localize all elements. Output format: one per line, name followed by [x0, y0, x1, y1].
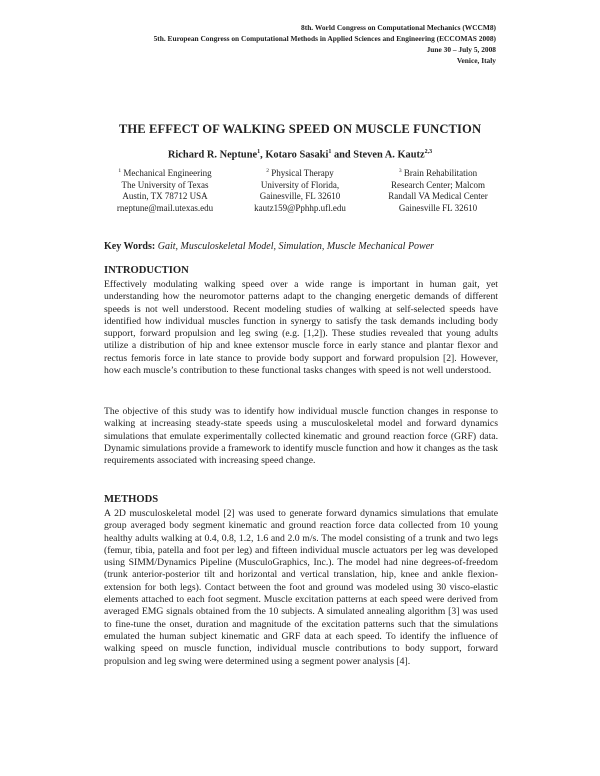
affiliation-mark: 1 — [118, 168, 122, 174]
author-separator: , — [260, 149, 266, 161]
author-affiliation-mark: 2,3 — [424, 149, 433, 155]
keywords-value: Gait, Musculoskeletal Model, Simulation, Muscle Mechanical Power — [157, 241, 435, 252]
paper-title: THE EFFECT OF WALKING SPEED ON MUSCLE FUNCTION — [118, 122, 482, 136]
affiliation-mark: 3 — [398, 168, 402, 174]
conference-header — [154, 22, 496, 66]
author-separator: and — [331, 149, 354, 161]
affiliation-mark: 2 — [266, 168, 269, 174]
introduction-paragraph-1: Effectively modulating walking speed over a wide range is important in human gait, yet understanding how the neuromotor patterns adapt to the changing energetic demands of different speeds is not well understood. Recent modeling studies of walking at self-selected speeds have identified how individual muscles function in synergy to satisfy the task demands including body support, forward propulsion and leg swing (e.g. [1,2]). These studies revealed that young adults utilize a distribution of hip and knee extensor muscle force in early stance and plantar flexor and rectus femoris force in late stance to provide body support and forward propulsion [2]. However, how each muscle’s contribution to these functional tasks changes with speed is not well understood. — [104, 279, 498, 377]
author-list — [0, 149, 600, 160]
affiliation-line: Brain Rehabilitation — [403, 168, 478, 178]
author-affiliation-mark: 1 — [328, 149, 332, 155]
author-affiliation-mark: 1 — [257, 149, 261, 155]
introduction-paragraph-2: The objective of this study was to identify how individual muscle function changes in response to walking at increasing steady-state speeds using a musculoskeletal model and forward dynamics simulations that emulate experimentally collected kinematic and ground reaction force (GRF) data. Dynamic simulations provide a framework to identify muscle function and how it changes as the task requirements associated with increasing speed change. — [104, 406, 498, 467]
keywords-label: Key Words: — [104, 241, 156, 252]
affiliation-line: Austin, TX 78712 USA — [122, 191, 208, 202]
affiliation-line: Gainesville, FL 32610 — [259, 191, 341, 202]
section-heading-methods: METHODS — [104, 494, 159, 505]
affiliation-line: University of Florida, — [260, 179, 340, 190]
affiliation-email: kautz159@Pphhp.ufl.edu — [254, 202, 346, 213]
methods-paragraph-1: A 2D musculoskeletal model [2] was used to generate forward dynamics simulations that emulate group averaged body segment kinematic and ground reaction force data collected from 10 young healthy adults walking at 0.4, 0.8, 1.2, 1.6 and 2.0 m/s. The model consisting of a trunk and two legs (femur, tibia, patella and foot per leg) and fifteen individual muscle actuators per leg was developed using SIMM/Dynamics Pipeline (MusculoGraphics, Inc.). The model had nine degrees-of-freedom (trunk anterior-posterior tilt and horizontal and vertical translation, hip, knee and ankle flexion-extension for both legs). Contact between the foot and ground was modeled using 30 visco-elastic elements attached to each foot segment. Muscle excitation patterns at each speed were derived from averaged EMG signals obtained from the 10 subjects. A simulated annealing algorithm [3] was used to fine-tune the onset, duration and magnitude of the excitation patterns such that the simulations emulated the human subject kinematic and GRF data at each speed. To identify the influence of walking speed on muscle function, individual muscle contributions to body support, forward propulsion and leg swing were determined using a segment power analysis [4]. — [104, 508, 498, 667]
affiliation-line: The University of Texas — [121, 179, 209, 190]
affiliation-line: Gainesville FL 32610 — [398, 202, 478, 213]
affiliation-line: Mechanical Engineering — [123, 168, 212, 178]
keywords — [104, 241, 504, 252]
author-name: Kotaro Sasaki — [265, 149, 329, 161]
affiliation-2 — [235, 166, 365, 214]
header-line-3: June 30 – July 5, 2008 — [426, 45, 496, 54]
affiliation-line: Physical Therapy — [271, 168, 334, 178]
affiliation-line: Randall VA Medical Center — [388, 191, 488, 202]
author-name: Steven A. Kautz — [353, 149, 425, 161]
affiliation-3 — [367, 166, 509, 214]
affiliation-1 — [110, 166, 220, 214]
header-line-4: Venice, Italy — [456, 56, 496, 65]
header-line-1: 8th. World Congress on Computational Mechanics (WCCM8) — [301, 23, 496, 32]
author-name: Richard R. Neptune — [167, 149, 258, 161]
affiliation-line: Research Center; Malcom — [391, 179, 485, 190]
header-line-2: 5th. European Congress on Computational Methods in Applied Sciences and Engineering (ECCOMAS 2008) — [153, 34, 496, 43]
section-heading-introduction: INTRODUCTION — [104, 265, 189, 276]
affiliation-email: rneptune@mail.utexas.edu — [116, 202, 214, 213]
